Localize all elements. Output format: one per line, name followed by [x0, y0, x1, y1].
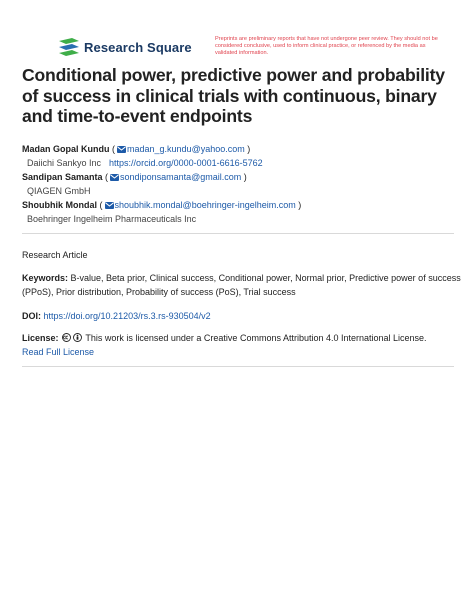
keywords-text: B-value, Beta prior, Clinical success, Conditional power, Normal prior, Predictive power of success (PPoS), Prior distribution, Probability of success (PoS), Trial success	[22, 273, 461, 297]
author-name: Sandipan Samanta	[22, 172, 103, 182]
author-affiliation-row	[22, 212, 462, 226]
author-email-link[interactable]: madan_g.kundu@yahoo.com	[127, 144, 245, 154]
article-type: Research Article	[22, 250, 88, 260]
author-name: Madan Gopal Kundu	[22, 144, 110, 154]
author-email-link[interactable]: shoubhik.mondal@boehringer-ingelheim.com	[114, 200, 296, 210]
license-text: This work is licensed under a Creative Commons Attribution 4.0 International License.	[85, 333, 427, 343]
creative-commons-icon	[62, 333, 71, 342]
author-email-link[interactable]: sondiponsamanta@gmail.com	[120, 172, 242, 182]
divider	[22, 366, 454, 367]
envelope-icon	[105, 202, 114, 209]
paper-title: Conditional power, predictive power and probability of success in clinical trials with continuous, binary and time-to-event endpoints	[22, 65, 445, 127]
attribution-icon	[73, 333, 82, 342]
author-row: Sandipan Samanta ( sondiponsamanta@gmail.com )	[22, 172, 247, 182]
doi-label: DOI:	[22, 311, 41, 321]
logo-text: Research Square	[84, 39, 192, 55]
preprint-notice: Preprints are preliminary reports that have not undergone peer review. They should not be considered conclusive, used to inform clinical practice, or referenced by the media as validated information.	[215, 36, 438, 56]
orcid-link[interactable]: https://orcid.org/0000-0001-6616-5762	[109, 158, 263, 168]
envelope-icon	[117, 146, 126, 153]
header	[58, 36, 444, 62]
keywords-block	[22, 271, 462, 299]
license-block	[22, 331, 462, 359]
research-square-logo-icon	[58, 38, 80, 56]
doi-link[interactable]: https://doi.org/10.21203/rs.3.rs-930504/v2	[43, 311, 211, 321]
author-row: Shoubhik Mondal ( shoubhik.mondal@boehringer-ingelheim.com )	[22, 200, 302, 210]
author-affiliation: Daiichi Sankyo Inc	[27, 158, 102, 168]
envelope-icon	[110, 174, 119, 181]
authors-list	[22, 142, 462, 226]
divider	[22, 233, 454, 234]
keywords-label: Keywords:	[22, 273, 69, 283]
author-affiliation: QIAGEN GmbH	[27, 186, 91, 196]
author-affiliation: Boehringer Ingelheim Pharmaceuticals Inc	[27, 214, 197, 224]
author-affiliation-row	[22, 156, 462, 170]
doi-block	[22, 309, 462, 323]
read-full-license-link[interactable]: Read Full License	[22, 347, 95, 357]
author-row: Madan Gopal Kundu ( madan_g.kundu@yahoo.com )	[22, 144, 251, 154]
license-label: License:	[22, 333, 59, 343]
author-name: Shoubhik Mondal	[22, 200, 97, 210]
research-square-logo[interactable]	[58, 38, 192, 56]
author-affiliation-row	[22, 184, 462, 198]
